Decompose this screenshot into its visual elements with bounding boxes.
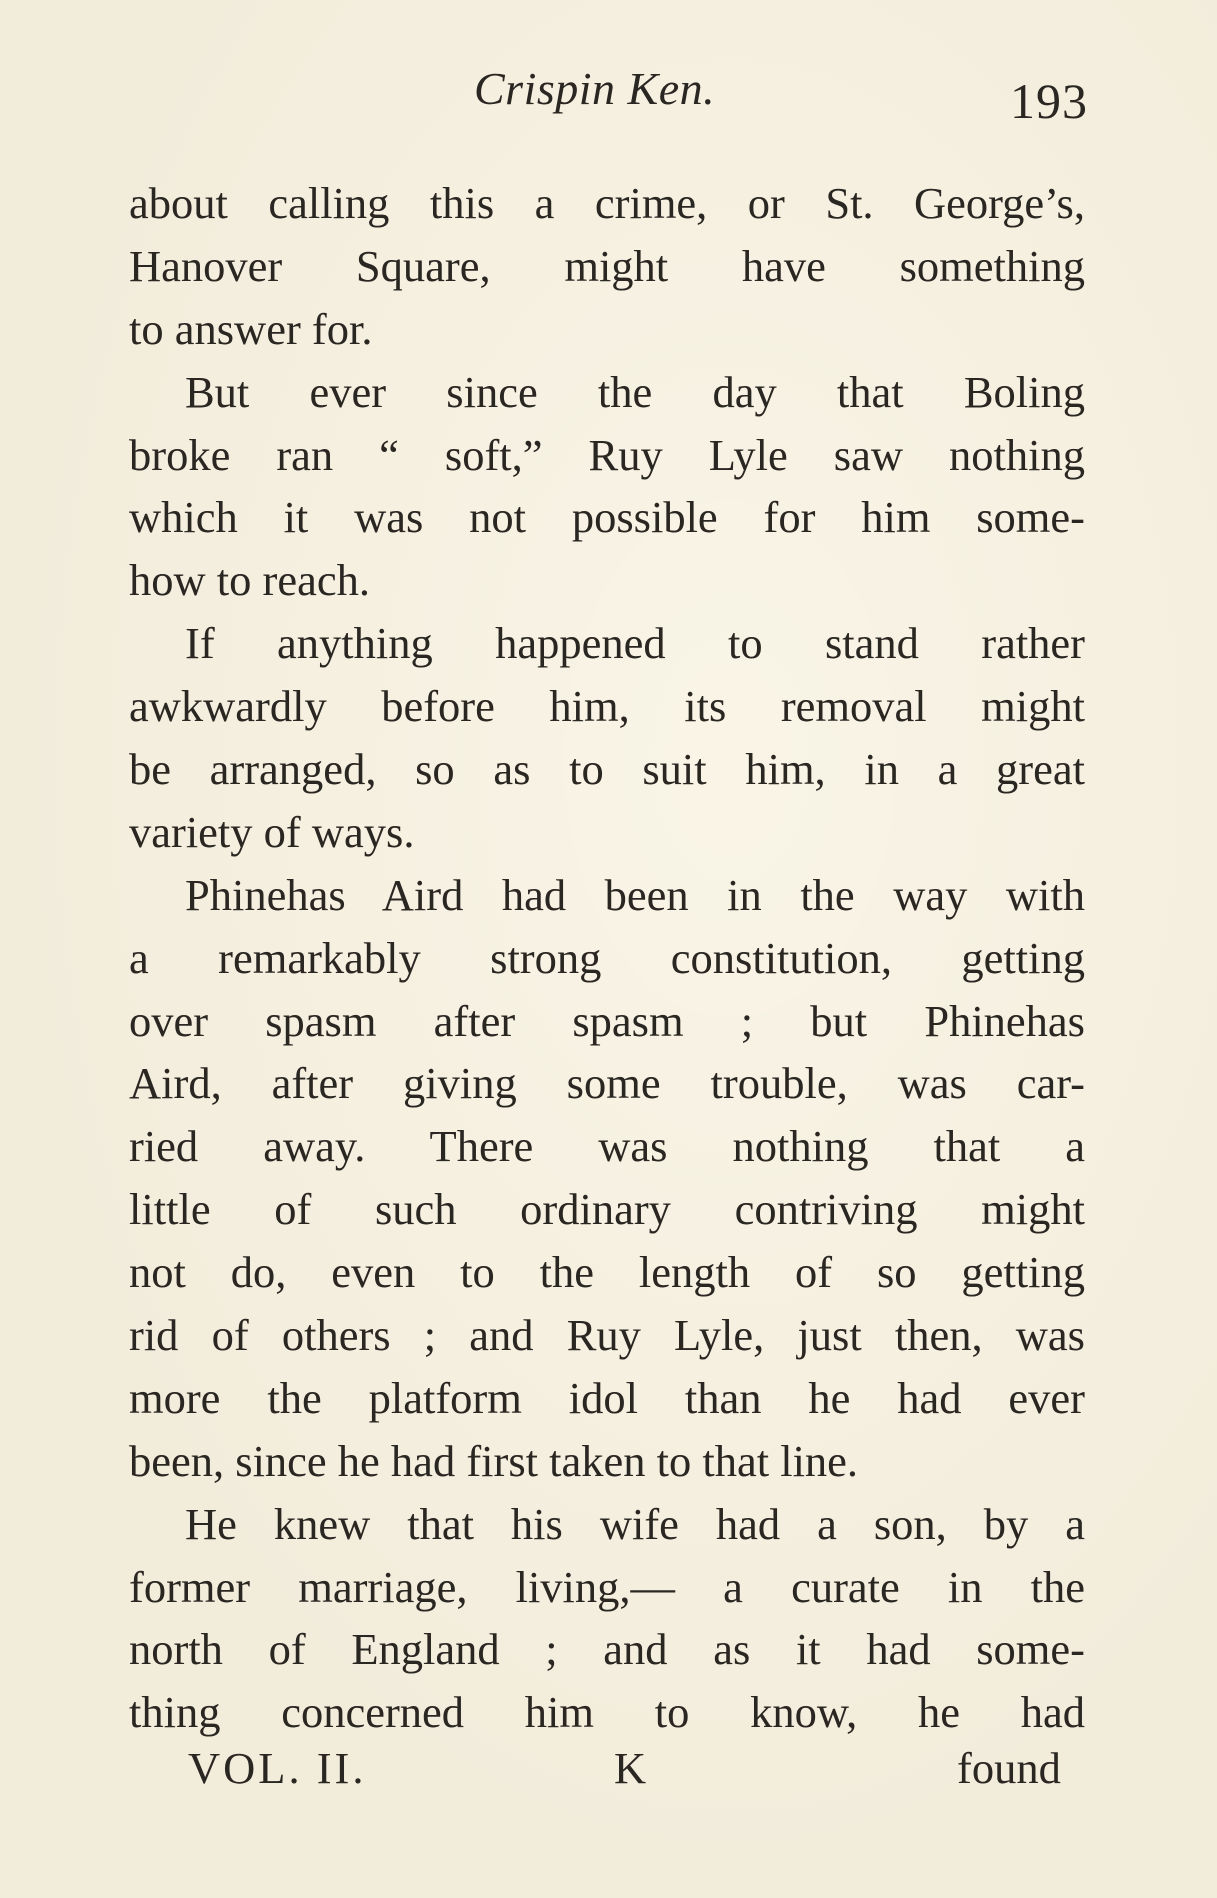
signature-letter: K	[614, 1743, 647, 1793]
text-line: He knew that his wife had a son, by a	[185, 1498, 1085, 1549]
volume-signature: VOL. II.	[188, 1743, 367, 1793]
catchword: found	[957, 1743, 1061, 1793]
text-line: Phinehas Aird had been in the way with	[185, 869, 1085, 920]
running-title: Crispin Ken.	[474, 63, 716, 114]
text-line: Aird, after giving some trouble, was car-	[129, 1058, 1085, 1109]
page-number: 193	[1010, 73, 1088, 129]
text-line: been, since he had first taken to that line.	[129, 1435, 859, 1486]
text-line: Hanover Square, might have something	[129, 240, 1085, 291]
text-line: If anything happened to stand rather	[185, 618, 1085, 669]
text-line: to answer for.	[129, 303, 373, 354]
text-line: former marriage, living,— a curate in the	[129, 1561, 1085, 1612]
text-line: more the platform idol than he had ever	[129, 1372, 1085, 1423]
text-line: rid of others ; and Ruy Lyle, just then, was	[129, 1310, 1085, 1361]
running-head	[0, 62, 1217, 129]
page-footer	[0, 1742, 1217, 1802]
text-line: be arranged, so as to suit him, in a great	[129, 744, 1085, 795]
text-line: about calling this a crime, or St. George’s,	[129, 178, 1085, 228]
text-line: variety of ways.	[129, 806, 415, 857]
text-line: But ever since the day that Boling	[185, 366, 1085, 417]
text-line: awkwardly before him, its removal might	[129, 681, 1085, 732]
text-line: over spasm after spasm ; but Phinehas	[129, 995, 1085, 1046]
text-line: little of such ordinary contriving might	[129, 1184, 1085, 1235]
body-text	[129, 172, 1085, 1744]
text-line: broke ran “ soft,” Ruy Lyle saw nothing	[129, 429, 1085, 480]
text-line: north of England ; and as it had some-	[129, 1624, 1085, 1675]
text-line: thing concerned him to know, he had	[129, 1687, 1085, 1738]
text-line: a remarkably strong constitution, getting	[129, 932, 1085, 983]
text-line: not do, even to the length of so getting	[129, 1247, 1085, 1298]
text-line: how to reach.	[129, 555, 370, 606]
text-line: which it was not possible for him some-	[129, 492, 1085, 543]
text-line: ried away. There was nothing that a	[129, 1121, 1085, 1172]
